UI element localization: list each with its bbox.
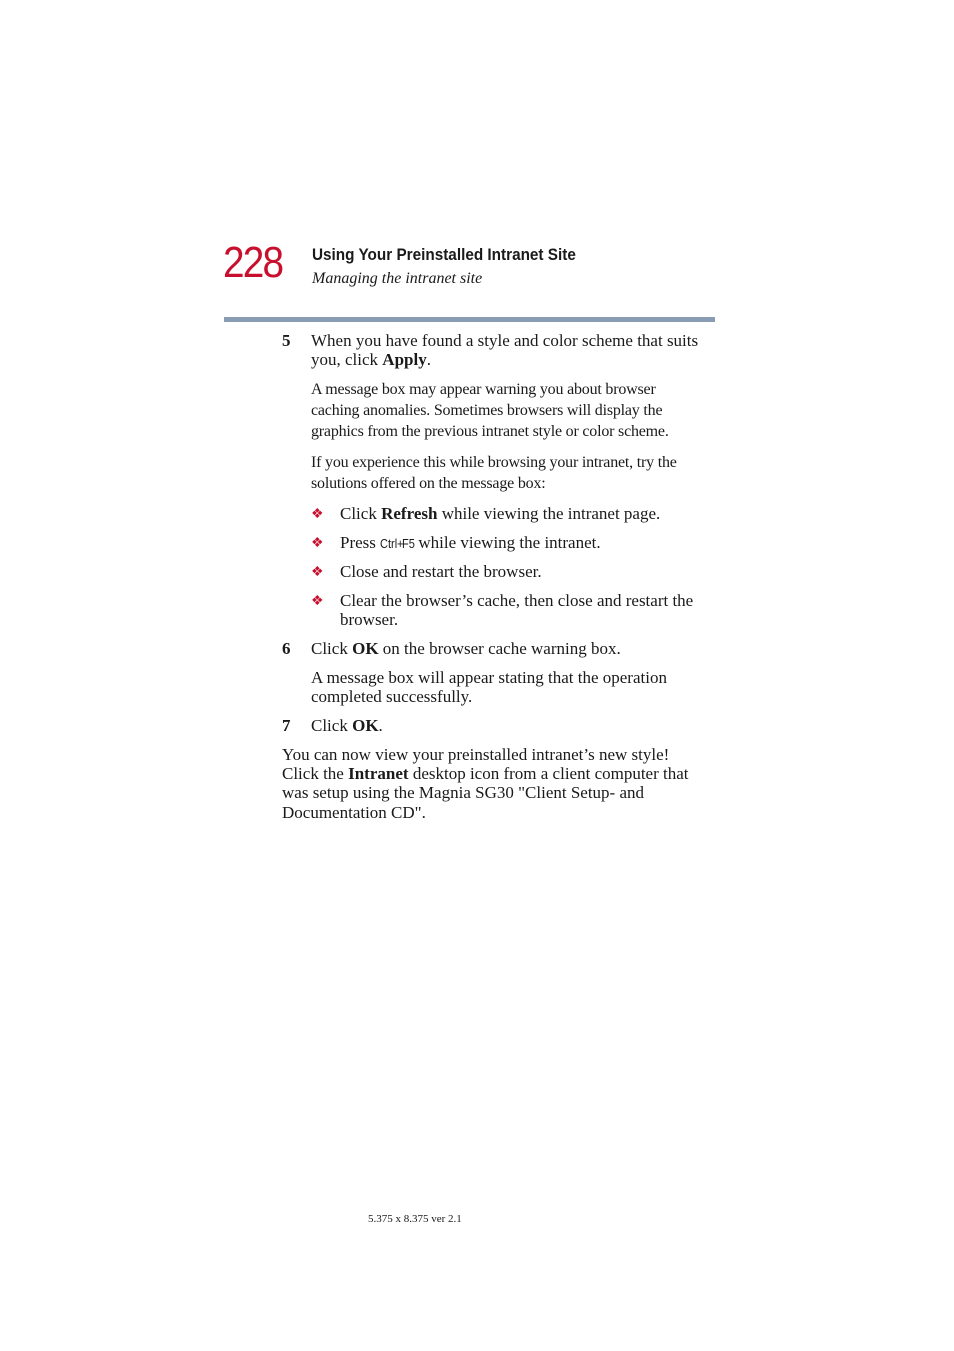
ui-label-ok: OK — [352, 639, 379, 658]
note-line: A message box may appear warning you about browser — [311, 381, 656, 398]
note-line: graphics from the previous intranet style or color scheme. — [311, 423, 669, 440]
list-item: Clear the browser’s cache, then close and restart the — [340, 591, 694, 610]
list-item: Press Ctrl+F5 while viewing the intranet. — [340, 533, 601, 552]
page-footer: 5.375 x 8.375 ver 2.1 — [368, 1213, 462, 1225]
ui-label-ok: OK — [352, 716, 379, 735]
list-item: Close and restart the browser. — [340, 562, 542, 581]
step-text: Click OK on the browser cache warning box. — [311, 639, 621, 658]
note-line: A message box will appear stating that the operation — [311, 668, 667, 687]
ui-label-apply: Apply — [382, 350, 427, 369]
header-rule — [224, 317, 715, 322]
step-text: Click OK. — [311, 716, 383, 735]
note-line: If you experience this while browsing your intranet, try the — [311, 454, 677, 471]
list-item: browser. — [340, 610, 399, 629]
bullet-icon: ❖ — [311, 507, 324, 522]
step-text: When you have found a style and color scheme that suits — [311, 331, 699, 350]
chapter-title: Using Your Preinstalled Intranet Site — [312, 245, 576, 264]
bullet-icon: ❖ — [311, 594, 324, 609]
page-number: 228 — [223, 238, 283, 287]
list-item: Click Refresh while viewing the intranet page. — [340, 504, 661, 523]
step-text: you, click Apply. — [311, 350, 431, 369]
closing-paragraph: Documentation CD". — [282, 803, 426, 822]
note-line: solutions offered on the message box: — [311, 475, 546, 492]
step-number: 6 — [282, 639, 291, 658]
note-line: completed successfully. — [311, 687, 473, 706]
key-f5: F5 — [401, 536, 415, 551]
step-number: 7 — [282, 716, 291, 735]
bullet-icon: ❖ — [311, 565, 324, 580]
closing-paragraph: was setup using the Magnia SG30 "Client Setup- and — [282, 783, 645, 802]
ui-label-intranet: Intranet — [348, 764, 409, 783]
step-number: 5 — [282, 331, 291, 350]
ui-label-refresh: Refresh — [381, 504, 438, 523]
section-title: Managing the intranet site — [312, 270, 483, 287]
key-ctrl: Ctrl — [380, 536, 398, 551]
key-plus: + — [397, 536, 404, 551]
closing-paragraph: Click the Intranet desktop icon from a client computer that — [282, 764, 689, 783]
closing-paragraph: You can now view your preinstalled intranet’s new style! — [282, 745, 670, 764]
note-line: caching anomalies. Sometimes browsers will display the — [311, 402, 663, 419]
bullet-icon: ❖ — [311, 536, 324, 551]
